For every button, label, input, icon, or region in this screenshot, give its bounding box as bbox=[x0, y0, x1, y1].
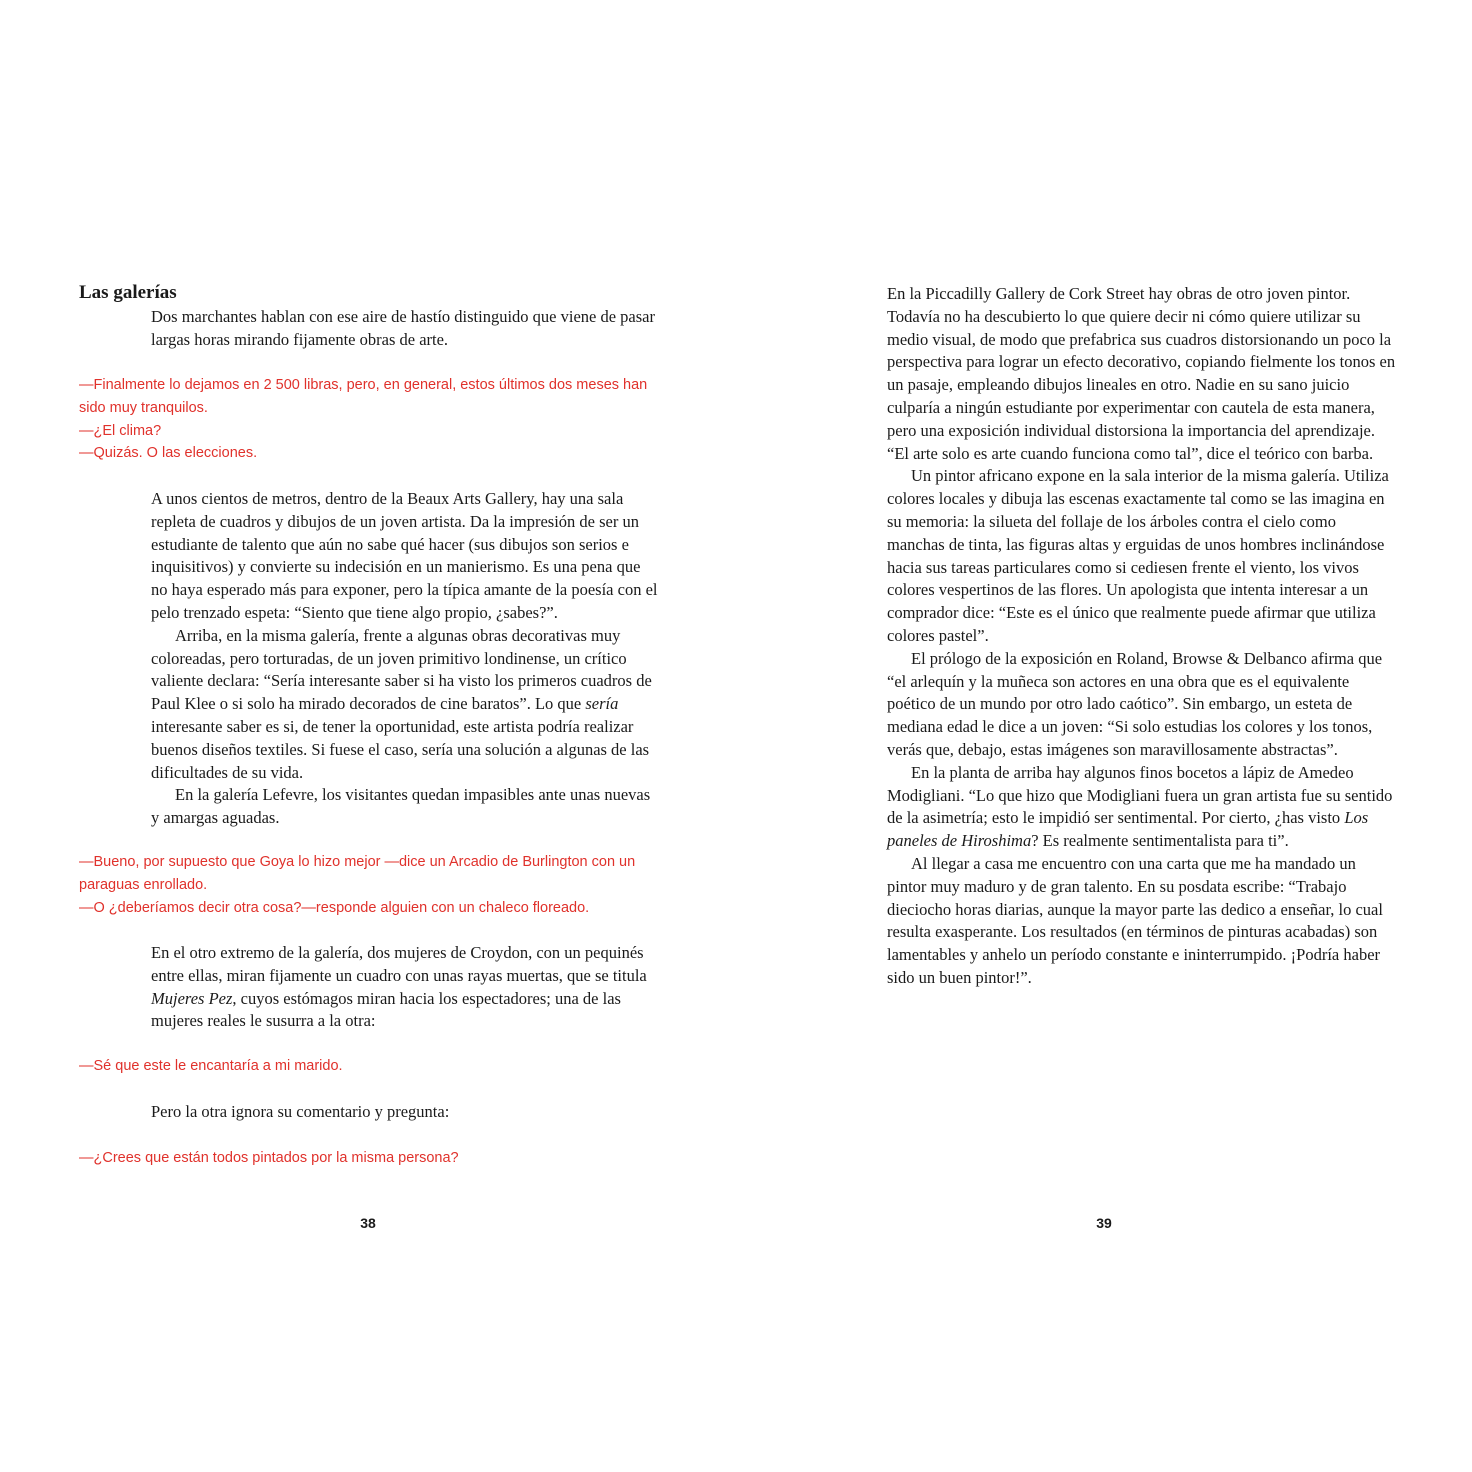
dialogue-line: —Bueno, por supuesto que Goya lo hizo mejor —dice un Arcadio de Burlington con un paraguas enrollado. bbox=[79, 854, 636, 893]
body-paragraph: Al llegar a casa me encuentro con una carta que me ha mandado un pintor muy maduro y de gran talento. En su posdata escribe: “Trabajo dieciocho horas diarias, aunque la mayor parte las dedico a enseñar, lo cual resulta exasperante. Los resultados (en términos de pinturas acabadas) son lamentables y anhelo un período constante e ininterrumpido. ¡Podría haber sido un buen pintor!”. bbox=[887, 853, 1383, 987]
body-paragraph: En la galería Lefevre, los visitantes quedan impasibles ante unas nuevas y amargas aguadas. bbox=[151, 785, 651, 828]
body-paragraph: A unos cientos de metros, dentro de la Beaux Arts Gallery, hay una sala repleta de cuadros y dibujos de un joven artista. Da la impresión de ser un estudiante de talento que aún no sabe qué hacer (sus dibujos son serios e inquisitivos) y convierte su indecisión en un manierismo. Es una pena que no haya esperado más para exponer, pero la típica amante de la poesía con el pelo trenzado espeta: “Siento que tiene algo propio, ¿sabes?”. bbox=[151, 489, 658, 622]
body-paragraph: Un pintor africano expone en la sala interior de la misma galería. Utiliza colores locales y dibuja las escenas exactamente tal como se las imagina en su memoria: la silueta del follaje de los árboles contra el cielo como manchas de tinta, las figuras altas y erguidas de unos hombres inclinándose hacia sus tareas particulares como si cediesen frente el viento, los vivos colores vespertinos de las flores. Un apologista que intenta interesar a un comprador dice: “Este es el único que realmente puede afirmar que utiliza colores pastel”. bbox=[887, 466, 1389, 645]
page-number: 39 bbox=[1096, 1215, 1112, 1231]
body-text-block-3 bbox=[151, 1101, 661, 1124]
body-paragraph: Pero la otra ignora su comentario y pregunta: bbox=[151, 1102, 450, 1121]
text-run: interesante saber es si, de tener la oportunidad, este artista podría realizar buenos diseños textiles. Si fuese el caso, sería una solución a algunas de las dificultades de su vida. bbox=[151, 716, 650, 782]
body-paragraph: El prólogo de la exposición en Roland, Browse & Delbanco afirma que “el arlequín y la muñeca son actores en una obra que es el equivalente poético de un mundo por otro lado caótico”. Sin embargo, un esteta de mediana edad le dice a un joven: “Si solo estudias los colores y los tonos, verás que, debajo, estas imágenes son maravillosamente abstractas”. bbox=[887, 648, 1383, 759]
body-text-block-2 bbox=[151, 942, 661, 1033]
italic-text: Los paneles de Hiroshima bbox=[887, 808, 1369, 851]
italic-text: Mujeres Pez bbox=[151, 988, 233, 1008]
intro-paragraph: Dos marchantes hablan con ese aire de hastío distinguido que viene de pasar largas horas mirando fijamente obras de arte. bbox=[151, 307, 655, 349]
text-run: En la planta de arriba hay algunos finos bocetos a lápiz de Amedeo Modigliani. “Lo que hizo que Modigliani fuera un gran artista fue su sentido de la asimetría; esto le impidió ser sentimental. Por cierto, ¿has visto bbox=[887, 762, 1393, 828]
text-run: , cuyos estómagos miran hacia los espectadores; una de las mujeres reales le susurra a la otra: bbox=[151, 988, 621, 1031]
dialogue-line: —O ¿deberíamos decir otra cosa?—responde alguien con un chaleco floreado. bbox=[79, 899, 590, 916]
dialogue-block-2 bbox=[79, 851, 669, 919]
dialogue-block-3 bbox=[79, 1055, 669, 1078]
body-paragraph: En la Piccadilly Gallery de Cork Street hay obras de otro joven pintor. Todavía no ha descubierto lo que quiere decir ni cómo quiere utilizar su medio visual, de modo que prefabrica sus cuadros distorsionando un poco la perspectiva para lograr un efecto decorativo, copiando fielmente los tonos en un pasaje, empleando dibujos lineales en otro. Nadie en su sano juicio culparía a ningún estudiante por experimentar con cautela de esta manera, pero una exposición individual distorsiona la importancia del aprendizaje. “El arte solo es arte cuando funciona como tal”, dice el teórico con barba. bbox=[887, 284, 1396, 463]
dialogue-block-4 bbox=[79, 1147, 669, 1170]
dialogue-line: —¿El clima? bbox=[79, 422, 162, 439]
text-run: Arriba, en la misma galería, frente a algunas obras decorativas muy coloreadas, pero torturadas, de un joven primitivo londinense, un crítico valiente declara: “Sería interesante saber si ha visto los primeros cuadros de Paul Klee o si solo ha mirado decorados de cine baratos”. Lo que bbox=[151, 625, 652, 714]
dialogue-line: —¿Crees que están todos pintados por la misma persona? bbox=[79, 1150, 459, 1166]
body-paragraph bbox=[151, 942, 661, 1033]
dialogue-line: —Sé que este le encantaría a mi marido. bbox=[79, 1058, 343, 1074]
text-run: ? Es realmente sentimentalista para ti”. bbox=[1031, 831, 1289, 851]
dialogue-line: —Finalmente lo dejamos en 2 500 libras, pero, en general, estos últimos dos meses han sido muy tranquilos. bbox=[79, 377, 648, 416]
body-text-block-right bbox=[887, 283, 1397, 990]
text-run: En el otro extremo de la galería, dos mujeres de Croydon, con un pequinés entre ellas, miran fijamente un cuadro con unas rayas muertas, que se titula bbox=[151, 943, 647, 985]
intro-paragraph-block bbox=[151, 306, 661, 352]
body-text-block-1 bbox=[151, 488, 661, 830]
dialogue-block-1 bbox=[79, 374, 669, 465]
body-paragraph bbox=[151, 625, 661, 785]
right-page bbox=[736, 0, 1472, 1472]
section-heading: Las galerías bbox=[79, 282, 177, 303]
italic-text: sería bbox=[585, 694, 619, 714]
body-paragraph bbox=[887, 762, 1397, 853]
dialogue-line: —Quizás. O las elecciones. bbox=[79, 445, 258, 462]
page-number: 38 bbox=[360, 1215, 376, 1231]
